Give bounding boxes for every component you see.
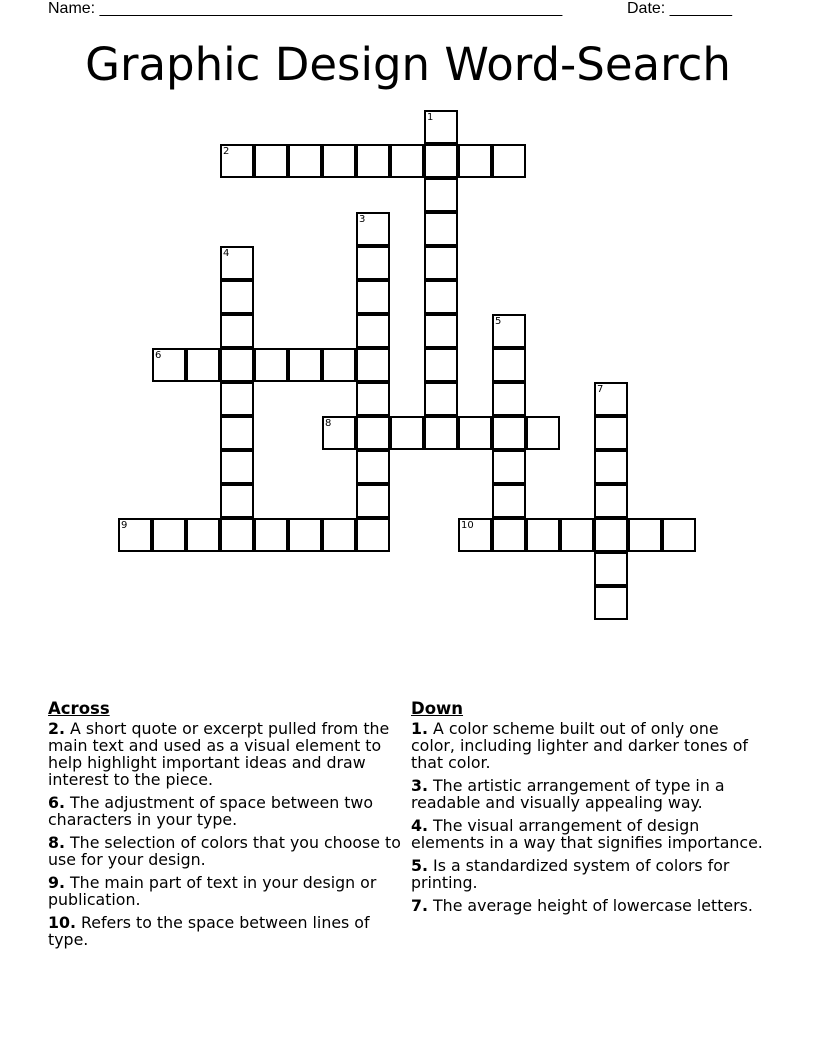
crossword-cell[interactable] <box>594 450 628 484</box>
crossword-cell[interactable] <box>662 518 696 552</box>
crossword-cell[interactable] <box>492 144 526 178</box>
crossword-cell[interactable] <box>560 518 594 552</box>
crossword-cell[interactable] <box>288 518 322 552</box>
crossword-cell[interactable] <box>458 144 492 178</box>
clue-number: 7. <box>411 896 428 915</box>
crossword-cell[interactable] <box>424 110 458 144</box>
crossword-cell[interactable] <box>594 552 628 586</box>
crossword-cell[interactable] <box>492 484 526 518</box>
clue-number: 5. <box>411 856 428 875</box>
crossword-cell[interactable] <box>526 416 560 450</box>
date-field-label: Date: _______ <box>627 0 732 17</box>
clue-number: 9 <box>121 520 128 531</box>
crossword-cell[interactable] <box>458 518 492 552</box>
crossword-cell[interactable] <box>322 348 356 382</box>
name-field-label: Name: ____________________________________________________ <box>48 0 563 17</box>
clue-number: 4 <box>223 248 230 259</box>
crossword-cell[interactable] <box>424 416 458 450</box>
clue-number: 1. <box>411 719 428 738</box>
crossword-cell[interactable] <box>594 382 628 416</box>
crossword-cell[interactable] <box>492 416 526 450</box>
crossword-cell[interactable] <box>254 348 288 382</box>
crossword-cell[interactable] <box>322 518 356 552</box>
clue-item <box>48 794 403 828</box>
crossword-cell[interactable] <box>356 246 390 280</box>
down-clue-list <box>411 720 766 914</box>
clue-text: A color scheme built out of only one color, including lighter and darker tones of that color. <box>411 719 748 772</box>
crossword-cell[interactable] <box>220 416 254 450</box>
crossword-cell[interactable] <box>424 212 458 246</box>
clue-item <box>411 720 766 771</box>
crossword-cell[interactable] <box>220 144 254 178</box>
crossword-cell[interactable] <box>390 144 424 178</box>
clue-item <box>411 817 766 851</box>
clue-item <box>48 914 403 948</box>
crossword-cell[interactable] <box>220 280 254 314</box>
clue-text: The main part of text in your design or publication. <box>48 873 377 909</box>
crossword-cell[interactable] <box>356 382 390 416</box>
clue-number: 5 <box>495 316 502 327</box>
crossword-cell[interactable] <box>356 518 390 552</box>
crossword-cell[interactable] <box>356 348 390 382</box>
crossword-cell[interactable] <box>356 416 390 450</box>
crossword-cell[interactable] <box>458 416 492 450</box>
crossword-cell[interactable] <box>118 518 152 552</box>
crossword-cell[interactable] <box>356 212 390 246</box>
clue-number: 8 <box>325 418 332 429</box>
clue-number: 6. <box>48 793 65 812</box>
clue-text: The selection of colors that you choose to use for your design. <box>48 833 401 869</box>
clue-text: The visual arrangement of design elements in a way that signifies importance. <box>411 816 763 852</box>
clue-text: Is a standardized system of colors for printing. <box>411 856 730 892</box>
crossword-cell[interactable] <box>492 450 526 484</box>
clue-number: 3. <box>411 776 428 795</box>
clue-number: 2. <box>48 719 65 738</box>
crossword-cell[interactable] <box>492 314 526 348</box>
crossword-cell[interactable] <box>322 144 356 178</box>
crossword-cell[interactable] <box>594 518 628 552</box>
crossword-cell[interactable] <box>288 348 322 382</box>
crossword-cell[interactable] <box>186 348 220 382</box>
clue-number: 7 <box>597 384 604 395</box>
across-clue-list <box>48 720 403 948</box>
crossword-cell[interactable] <box>220 382 254 416</box>
crossword-cell[interactable] <box>220 518 254 552</box>
crossword-cell[interactable] <box>254 144 288 178</box>
crossword-cell[interactable] <box>356 484 390 518</box>
clue-text: A short quote or excerpt pulled from the main text and used as a visual element to help highlight important ideas and draw interest to the piece. <box>48 719 390 789</box>
clue-number: 2 <box>223 146 230 157</box>
crossword-cell[interactable] <box>424 144 458 178</box>
crossword-cell[interactable] <box>254 518 288 552</box>
clue-number: 8. <box>48 833 65 852</box>
crossword-cell[interactable] <box>594 416 628 450</box>
crossword-cell[interactable] <box>492 518 526 552</box>
crossword-cell[interactable] <box>424 178 458 212</box>
clue-number: 10. <box>48 913 76 932</box>
crossword-cell[interactable] <box>220 450 254 484</box>
crossword-cell[interactable] <box>220 484 254 518</box>
across-heading: Across <box>48 699 110 718</box>
clue-number: 10 <box>461 520 474 531</box>
crossword-cell[interactable] <box>424 382 458 416</box>
crossword-cell[interactable] <box>322 416 356 450</box>
down-heading: Down <box>411 699 464 718</box>
crossword-cell[interactable] <box>220 314 254 348</box>
clue-number: 6 <box>155 350 162 361</box>
crossword-cell[interactable] <box>152 348 186 382</box>
across-clues <box>48 698 403 954</box>
page-title: Graphic Design Word-Search <box>85 38 731 91</box>
crossword-cell[interactable] <box>424 314 458 348</box>
crossword-cell[interactable] <box>288 144 322 178</box>
crossword-cell[interactable] <box>594 484 628 518</box>
crossword-cell[interactable] <box>356 280 390 314</box>
clue-text: The adjustment of space between two characters in your type. <box>48 793 374 829</box>
crossword-cell[interactable] <box>356 450 390 484</box>
crossword-cell[interactable] <box>492 382 526 416</box>
clue-text: Refers to the space between lines of type. <box>48 913 370 949</box>
crossword-cell[interactable] <box>220 246 254 280</box>
clue-number: 4. <box>411 816 428 835</box>
down-clues <box>411 698 766 920</box>
clue-number: 3 <box>359 214 366 225</box>
clue-item <box>48 834 403 868</box>
crossword-cell[interactable] <box>424 348 458 382</box>
crossword-cell[interactable] <box>526 518 560 552</box>
crossword-cell[interactable] <box>594 586 628 620</box>
crossword-cell[interactable] <box>220 348 254 382</box>
crossword-cell[interactable] <box>186 518 220 552</box>
clue-item <box>411 857 766 891</box>
crossword-cell[interactable] <box>424 246 458 280</box>
crossword-cell[interactable] <box>356 314 390 348</box>
crossword-cell[interactable] <box>492 348 526 382</box>
clue-text: The artistic arrangement of type in a readable and visually appealing way. <box>411 776 725 812</box>
crossword-cell[interactable] <box>424 280 458 314</box>
clue-text: The average height of lowercase letters. <box>433 896 753 915</box>
crossword-cell[interactable] <box>628 518 662 552</box>
clue-number: 1 <box>427 112 434 123</box>
clue-item <box>48 720 403 788</box>
clue-item <box>411 777 766 811</box>
clue-number: 9. <box>48 873 65 892</box>
crossword-cell[interactable] <box>390 416 424 450</box>
crossword-cell[interactable] <box>152 518 186 552</box>
clue-item <box>411 897 766 914</box>
clue-item <box>48 874 403 908</box>
crossword-cell[interactable] <box>356 144 390 178</box>
